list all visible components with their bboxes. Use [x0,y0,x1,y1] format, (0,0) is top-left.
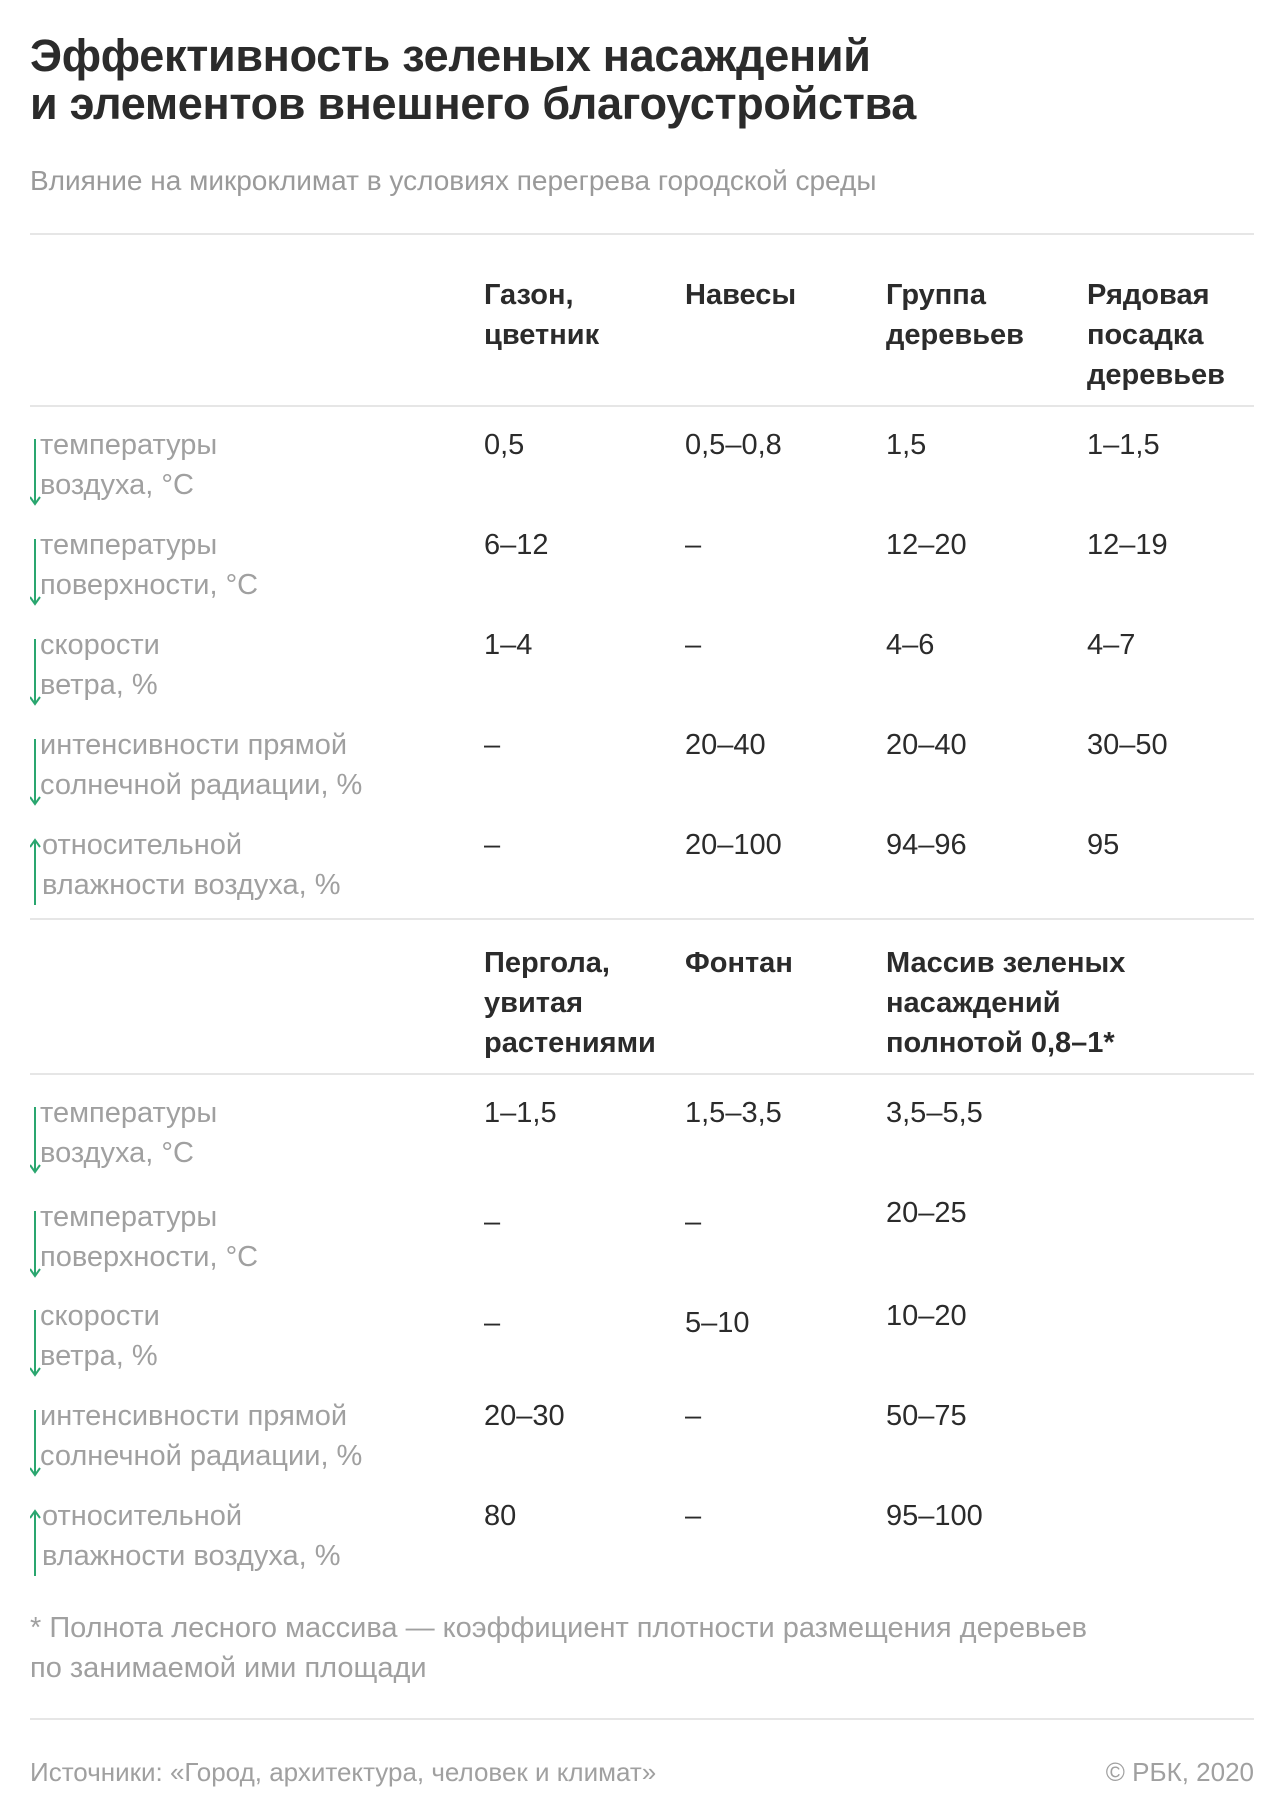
table-cell: – [484,829,501,861]
column-header-forest-massif [886,943,1125,1063]
header-line: полнотой 0,8–1* [886,1027,1115,1059]
table-cell: 5–10 [685,1307,750,1339]
table-cell: 10–20 [886,1300,967,1332]
table-cell: – [685,629,702,661]
table-row-label [30,1396,470,1476]
title-line-1: Эффективность зеленых насаждений [30,30,871,81]
table-cell: 20–40 [685,729,766,761]
source-note: Источники: «Город, архитектура, человек и климат» [30,1757,657,1787]
header-line: деревьев [1087,359,1225,391]
subtitle: Влияние на микроклимат в условиях перегрева городской среды [30,165,877,196]
footnote-line: * Полнота лесного массива — коэффициент плотности размещения деревьев [30,1612,1087,1644]
table-cell: 20–25 [886,1197,967,1229]
table-row-label [30,425,470,505]
table-row-label [30,1496,470,1576]
table-cell: 0,5–0,8 [685,429,782,461]
header-line: цветник [484,319,600,351]
header-line: Группа [886,279,986,311]
label-line: поверхности, °C [40,569,259,601]
table-row-label [30,825,470,905]
table-cell: 30–50 [1087,729,1168,761]
label-line: влажности воздуха, % [42,869,341,901]
table-row-label [30,725,470,805]
table-cell: 95–100 [886,1500,983,1532]
label-line: ветра, % [40,1340,158,1372]
divider [30,918,1254,920]
title-line-2: и элементов внешнего благоустройства [30,78,916,129]
header-line: Массив зеленых [886,947,1126,979]
table-cell: 20–100 [685,829,782,861]
table-cell: 1–4 [484,629,533,661]
label-line: температуры [40,1097,218,1129]
table-row-label [30,525,470,605]
column-header-lawn [484,275,599,355]
column-header-fountain [685,943,793,983]
table-cell: 1–1,5 [484,1097,557,1129]
table-cell: 4–7 [1087,629,1136,661]
label-line: интенсивности прямой [40,729,348,761]
label-line: влажности воздуха, % [42,1540,341,1572]
table-cell: 4–6 [886,629,935,661]
column-header-row-planting [1087,275,1225,395]
divider [30,405,1254,407]
table-cell: 0,5 [484,429,525,461]
header-line: Фонтан [685,947,793,979]
table-cell: 1,5 [886,429,927,461]
footnote [30,1608,1260,1688]
table-cell: 1–1,5 [1087,429,1160,461]
table-cell: 12–19 [1087,529,1168,561]
header-line: растениями [484,1027,656,1059]
table-row-label [30,1197,470,1277]
column-header-pergola [484,943,656,1063]
column-header-canopies [685,275,796,315]
copyright: © РБК, 2020 [1105,1757,1254,1787]
table-cell: 95 [1087,829,1120,861]
table-cell: 20–30 [484,1400,565,1432]
table-row-label [30,1296,470,1376]
table-cell: – [685,1500,702,1532]
divider [30,233,1254,235]
label-line: воздуха, °C [40,469,194,501]
header-line: насаждений [886,987,1061,1019]
header-line: Газон, [484,279,574,311]
label-line: температуры [40,1201,218,1233]
table-cell: – [685,1206,702,1238]
label-line: относительной [42,829,243,861]
header-line: Навесы [685,279,797,311]
header-line: деревьев [886,319,1024,351]
table-cell: 50–75 [886,1400,967,1432]
table-row-label [30,1093,470,1173]
header-line: Пергола, [484,947,610,979]
table-cell: 80 [484,1500,517,1532]
table-cell: 20–40 [886,729,967,761]
label-line: ветра, % [40,669,158,701]
page-title [30,32,1230,128]
label-line: солнечной радиации, % [40,769,363,801]
table-cell: – [685,1400,702,1432]
footnote-line: по занимаемой ими площади [30,1652,427,1684]
label-line: воздуха, °C [40,1137,194,1169]
label-line: интенсивности прямой [40,1400,348,1432]
table-cell: – [484,729,501,761]
label-line: скорости [40,629,160,661]
header-line: Рядовая [1087,279,1210,311]
table-cell: – [484,1307,501,1339]
header-line: увитая [484,987,584,1019]
table-cell: 1,5–3,5 [685,1097,782,1129]
table-cell: 12–20 [886,529,967,561]
label-line: скорости [40,1300,160,1332]
label-line: солнечной радиации, % [40,1440,363,1472]
header-line: посадка [1087,319,1204,351]
table-cell: – [685,529,702,561]
table-cell: 94–96 [886,829,967,861]
table-cell: – [484,1206,501,1238]
label-line: температуры [40,429,218,461]
label-line: поверхности, °C [40,1241,259,1273]
table-cell: 6–12 [484,529,549,561]
label-line: относительной [42,1500,243,1532]
column-header-tree-group [886,275,1024,355]
table-row-label [30,625,470,705]
label-line: температуры [40,529,218,561]
divider [30,1073,1254,1075]
divider [30,1718,1254,1720]
table-cell: 3,5–5,5 [886,1097,983,1129]
